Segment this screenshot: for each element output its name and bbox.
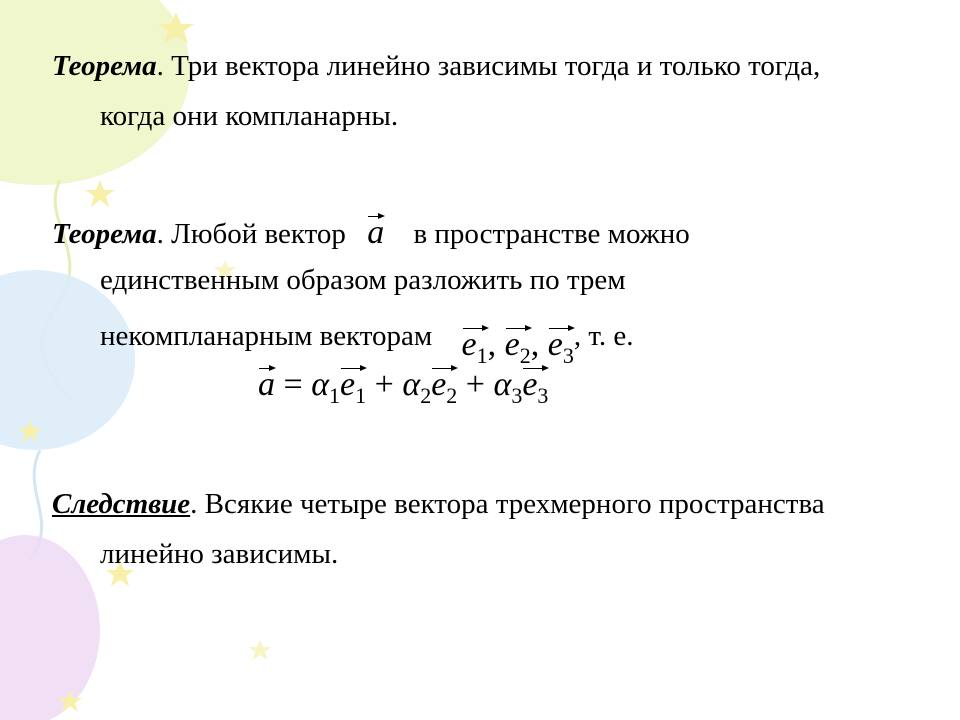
corollary-line-2 [100, 538, 338, 571]
corollary-term: Следствие [52, 488, 191, 520]
star-decoration [85, 180, 115, 207]
formula-plus-2: + [465, 366, 485, 403]
theorem-2-line-1 [52, 214, 690, 252]
star-decoration [249, 640, 271, 660]
theorem-2-text-e: , т. е. [573, 320, 634, 352]
theorem-1-line-2 [100, 100, 398, 133]
basis-e1: $e_1$ [461, 326, 488, 368]
formula-equals: = [283, 366, 303, 403]
theorem-2-text-d: некомпланарным векторам [100, 320, 433, 352]
basis-vectors: $e_1$, $e_2$, $e_3$ [461, 326, 574, 368]
formula-e3: $e_3$ [522, 366, 549, 408]
theorem-1-text-cont: когда они компланарны. [100, 100, 399, 132]
decomposition-formula [258, 366, 548, 409]
theorem-2-line-2 [100, 264, 626, 297]
vector-a-symbol: a [367, 214, 385, 251]
theorem-1-text: . Три вектора линейно зависимы тогда и только тогда, [156, 50, 821, 82]
theorem-1-line-1 [52, 50, 820, 83]
balloon-green [0, 0, 190, 185]
theorem-2-text-c: единственным образом разложить по трем [100, 264, 626, 296]
theorem-2-text-b: в пространстве можно [413, 218, 690, 250]
theorem-1-term: Теорема [52, 50, 157, 82]
corollary-text: . Всякие четыре вектора трехмерного пространства [190, 488, 825, 520]
corollary-line-1 [52, 488, 825, 521]
vector-a [367, 214, 384, 252]
theorem-2-text-a: . Любой вектор [156, 218, 346, 250]
corollary-text-cont: линейно зависимы. [100, 538, 339, 570]
theorem-2-line-3 [100, 316, 634, 368]
basis-e2: $e_2$ [504, 326, 531, 368]
formula-lhs-a: a [258, 366, 275, 403]
theorem-2-term: Теорема [52, 218, 157, 250]
basis-e3: $e_3$ [547, 326, 574, 368]
balloon-purple [0, 535, 100, 720]
balloon-blue [0, 270, 135, 450]
formula-alpha-2: $\alpha_2$ [402, 366, 432, 408]
formula-alpha-3: $\alpha_3$ [493, 366, 523, 408]
formula-alpha-1: $\alpha_1$ [311, 366, 341, 408]
formula-e1: $e_1$ [340, 366, 367, 408]
formula-e2: $e_2$ [431, 366, 458, 408]
formula-plus-1: + [374, 366, 394, 403]
